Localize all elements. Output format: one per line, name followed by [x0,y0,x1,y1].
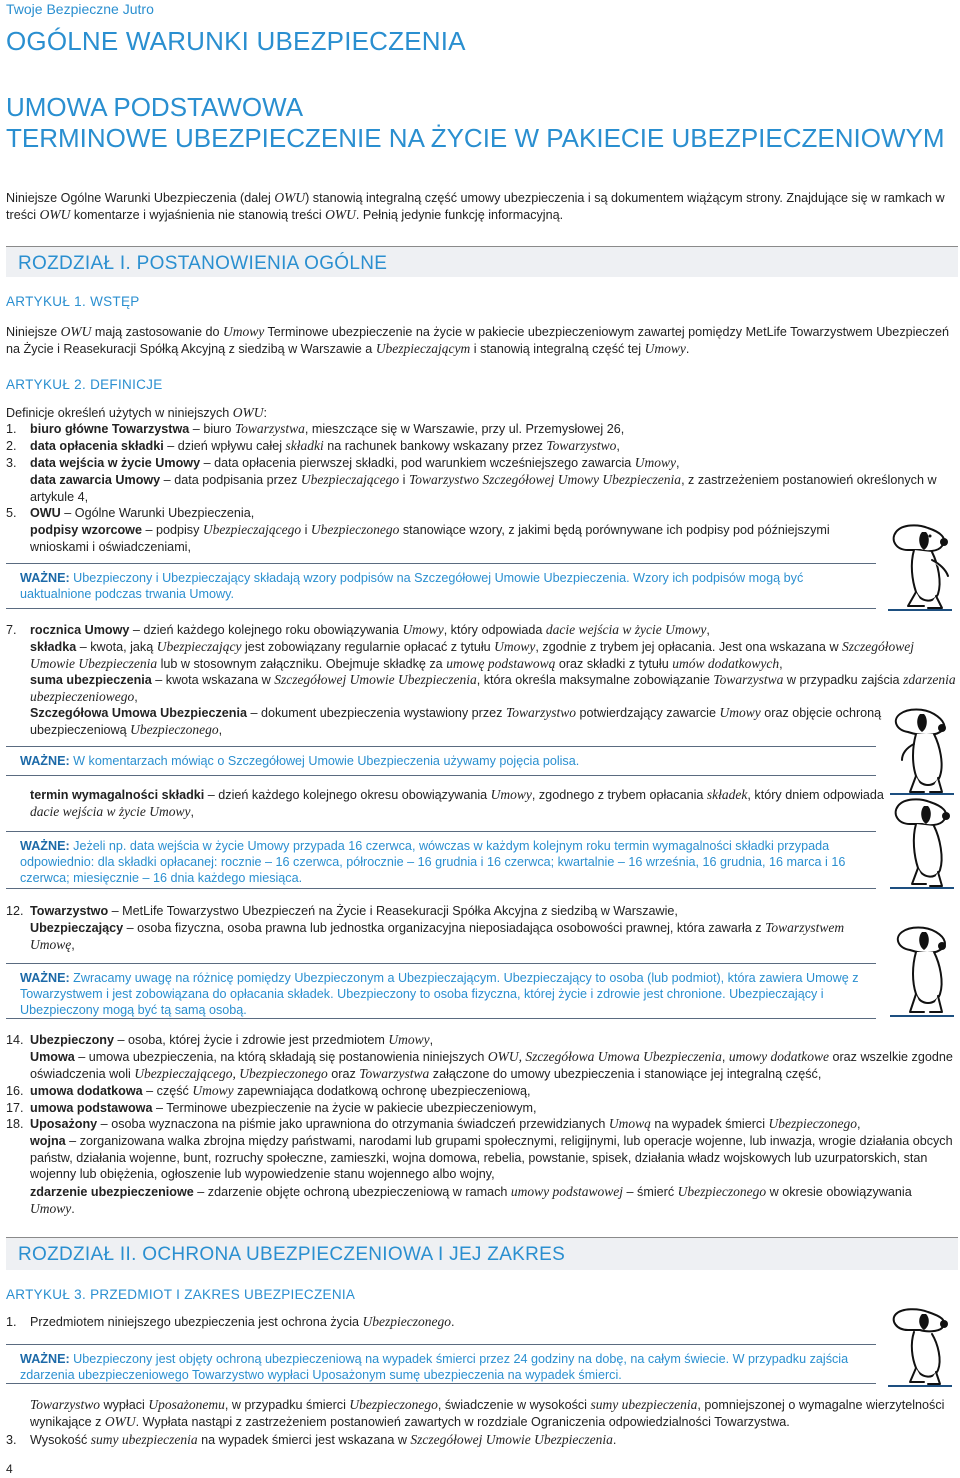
brand-tagline: Twoje Bezpieczne Jutro [6,1,154,17]
definition-item: Umowa – umowa ubezpieczenia, na którą składają się postanowienia niniejszych OWU, Szczegółowa Umowa Ubezpieczenia, umowy dodatkowe oraz wszelkie zgodne oświadczenia woli Ubezpieczającego, Ubezpieczonego oraz Towarzystwa załączone do umowy ubezpieczenia i stanowiące jej integralną część, [30,1049,953,1081]
definition-item: termin wymagalności składki – dzień każdego kolejnego okresu obowiązywania Umowy, zgodnego z trybem opłacania składek, który dniem odpowiada dacie wejścia w życie Umowy, [30,787,884,819]
document-subtitle [6,92,945,154]
important-note: WAŻNE: Jeżeli np. data wejścia w życie Umowy przypada 16 czerwca, wówczas w każdym kolejnym roku termin wymagalności składki przypada odpowiednio: dla składki opłacanej: rocznie – 16 czerwca, półrocznie – 16 grudnia i 16 czerwca; kwartalnie – 16 września, 16 grudnia, 16 marca i 16 czerwca; miesięcznie – 16 dnia każdego miesiąca. [6,831,876,889]
definition-item: data zawarcia Umowy – data podpisania przez Ubezpieczającego i Towarzystwo Szczegółowej Umowy Ubezpieczenia, z zastrzeżeniem postanowień określonych w artykule 4, [30,472,937,504]
important-note: WAŻNE: Ubezpieczony i Ubezpieczający składają wzory podpisów na Szczegółowej Umowie Ubezpieczenia. Wzory ich podpisów mogą być uaktualnione podczas trwania Umowy. [6,563,876,609]
article-3-point: 1. Przedmiotem niniejszego ubezpieczenia jest ochrona życia Ubezpieczonego. [6,1314,455,1329]
intro-paragraph: Niniejsze Ogólne Warunki Ubezpieczenia (dalej OWU) stanowią integralną część umowy ubezpieczenia i są dokumentem wiążącym strony. Znajdujące się w ramkach w treści OWU komentarze i wyjaśnienia nie stanowią treści OWU. Pełnią jedynie funkcję informacyjną. [6,190,945,222]
definition-item: 16. umowa dodatkowa – część Umowy zapewniająca dodatkową ochronę ubezpieczeniową, [6,1083,531,1098]
document-title: OGÓLNE WARUNKI UBEZPIECZENIA [6,26,466,56]
definition-item: wojna – zorganizowana walka zbrojna między państwami, narodami lub grupami społecznymi, religijnymi, lub operacje wojenne, lub inwazja, wrogie działania obcych państw, działania wojenne, bunt, rozruchy społeczne, zamieszki, wojna domowa, rebelia, powstanie, spisek, działania władz wojskowych lub uzurpatorskich, stan wojenny lub obiężenia, ogłoszenie lub wypowiedzenie stanu wojennego albo wojny, [30,1134,953,1181]
definition-item: 17. umowa podstawowa – Terminowe ubezpieczenie na życie w pakiecie ubezpieczeniowym, [6,1101,537,1115]
article-3-point: 3. Wysokość sumy ubezpieczenia na wypadek śmierci jest wskazana w Szczegółowej Umowie Ubezpieczenia. [6,1432,617,1447]
subtitle-line-1: UMOWA PODSTAWOWA [6,92,304,122]
definition-item: 18. Uposażony – osoba wyznaczona na piśmie jako uprawniona do otrzymania świadczeń przewidzianych Umową na wypadek śmierci Ubezpieczonego, [6,1116,861,1131]
important-note: WAŻNE: Zwracamy uwagę na różnicę pomiędzy Ubezpieczonym a Ubezpieczającym. Ubezpieczający to osoba (lub podmiot), która zawiera Umowę z Towarzystwem i jest zobowiązana do opłacania składek. Ubezpieczony to osoba fizyczna, której życie i zdrowie jest chronione. Ubezpieczający i Ubezpieczony mogą być tą samą osobą. [6,963,876,1019]
chapter-2-header [6,1237,958,1270]
article-1-title: ARTYKUŁ 1. WSTĘP [6,294,140,309]
definition-item: 5. OWU – Ogólne Warunki Ubezpieczenia, [6,506,255,520]
dog-mascot-icon [880,794,956,890]
chapter-2-title: ROZDZIAŁ II. OCHRONA UBEZPIECZENIOWA I JEJ ZAKRES [18,1244,566,1265]
definition-item: 3. data wejścia w życie Umowy – data opłacenia pierwszej składki, pod warunkiem wcześniejszego zawarcia Umowy, [6,455,680,470]
definition-item: suma ubezpieczenia – kwota wskazana w Szczegółowej Umowie Ubezpieczenia, która określa maksymalne zobowiązanie Towarzystwa w przypadku zajścia zdarzenia ubezpieczeniowego, [30,672,956,704]
important-note: WAŻNE: W komentarzach mówiąc o Szczegółowej Umowie Ubezpieczenia używamy pojęcia polisa. [6,746,876,776]
definition-item: podpisy wzorcowe – podpisy Ubezpieczającego i Ubezpieczonego stanowiące wzory, z jakimi będą porównywane ich podpisy pod późniejszymi wnioskami i oświadczeniami, [30,522,830,554]
definition-item: Ubezpieczający – osoba fizyczna, osoba prawna lub jednostka organizacyjna nieposiadająca osobowości prawnej, która zawarła z Towarzystwem Umowę, [30,920,845,952]
dog-mascot-icon [880,704,956,796]
definition-item: 2. data opłacenia składki – dzień wpływu całej składki na rachunek bankowy wskazany przez Towarzystwo, [6,438,620,453]
definition-item: 7. rocznica Umowy – dzień każdego kolejnego roku obowiązywania Umowy, który odpowiada dacie wejścia w życie Umowy, [6,622,710,637]
article-2-title: ARTYKUŁ 2. DEFINICJE [6,377,163,392]
article-3-point: Towarzystwo wypłaci Uposażonemu, w przypadku śmierci Ubezpieczonego, świadczenie w wysokości sumy ubezpieczenia, pomniejszonej o wymagalne wierzytelności wynikające z OWU. Wypłata nastąpi z zastrzeżeniem postanowień zawartych w rozdziale Ograniczenia odpowiedzialności Towarzystwa. [30,1397,945,1429]
chapter-1-header [6,246,958,277]
dog-mascot-icon [878,1304,954,1388]
chapter-1-title: ROZDZIAŁ I. POSTANOWIENIA OGÓLNE [18,253,388,274]
important-note: WAŻNE: Ubezpieczony jest objęty ochroną ubezpieczeniową na wypadek śmierci przez 24 godziny na dobę, na całym świecie. W przypadku zajścia zdarzenia ubezpieczeniowego Towarzystwo wypłaci Uposażonym sumę ubezpieczenia na wypadek śmierci. [6,1344,876,1384]
page-number: 4 [6,1462,13,1476]
article-3-title: ARTYKUŁ 3. PRZEDMIOT I ZAKRES UBEZPIECZENIA [6,1287,356,1302]
definition-item: 14. Ubezpieczony – osoba, której życie i zdrowie jest przedmiotem Umowy, [6,1032,434,1047]
definition-item: Szczegółowa Umowa Ubezpieczenia – dokument ubezpieczenia wystawiony przez Towarzystwo potwierdzający zawarcie Umowy oraz objęcie ochroną ubezpieczeniową Ubezpieczonego, [30,705,882,737]
dog-mascot-icon [882,920,956,1018]
definition-item: zdarzenie ubezpieczeniowe – zdarzenie objęte ochroną ubezpieczeniową w ramach umowy podstawowej – śmierć Ubezpieczonego w okresie obowiązywania Umowy. [30,1184,912,1216]
definition-item: składka – kwota, jaką Ubezpieczający jest zobowiązany regularnie opłacać z tytułu Umowy, zgodnie z trybem jej opłacania. Jest ona wskazana w Szczegółowej Umowie Ubezpieczenia lub w stosownym załączniku. Obejmuje składkę za umowę podstawową oraz składki z tytułu umów dodatkowych, [30,639,915,671]
article-2-lead: Definicje określeń użytych w niniejszych OWU: [6,405,268,420]
article-1-text: Niniejsze OWU mają zastosowanie do Umowy Terminowe ubezpieczenie na życie w pakiecie ubezpieczeniowym zawartej pomiędzy MetLife Towarzystwem Ubezpieczeń na Życie i Reasekuracji Spółką Akcyjną z siedzibą w Warszawie a Ubezpieczającym i stanowią integralną część tej Umowy. [6,324,950,356]
subtitle-line-2: TERMINOWE UBEZPIECZENIE NA ŻYCIE W PAKIECIE UBEZPIECZENIOWYM [6,123,945,153]
dog-mascot-icon [878,520,954,612]
definition-item: 12. Towarzystwo – MetLife Towarzystwo Ubezpieczeń na Życie i Reasekuracji Spółka Akcyjna z siedzibą w Warszawie, [6,904,678,918]
definition-item: 1. biuro główne Towarzystwa – biuro Towarzystwa, mieszczące się w Warszawie, przy ul. Przemysłowej 26, [6,421,625,436]
